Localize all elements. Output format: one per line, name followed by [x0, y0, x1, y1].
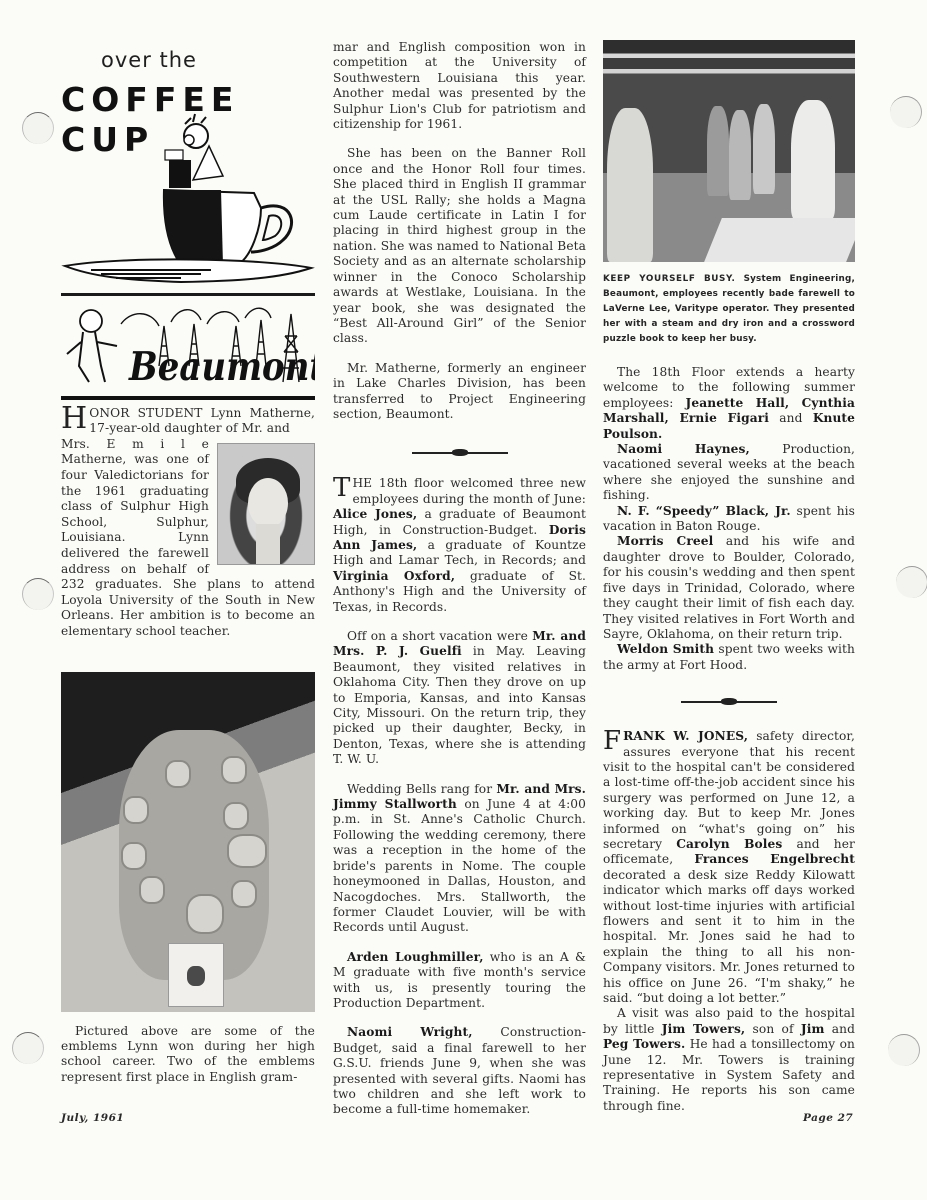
dropcap-f: F [603, 726, 622, 757]
name-carolyn-boles: Carolyn Boles [676, 836, 783, 851]
name-arden-loughmiller: Arden Loughmiller, [347, 949, 484, 964]
coffee-cup-illustration-icon [61, 98, 315, 283]
name-frank-jones: RANK W. JONES, [623, 729, 749, 744]
name-jim: Jim [800, 1021, 825, 1036]
black-paragraph: N. F. “Speedy” Black, Jr. spent his vacation in Baton Rouge. [603, 503, 855, 534]
new-employees-paragraph: THE 18th floor welcomed three new employees during the month of June: Alice Jones, a graduate of Beaumont High, in Construction-Budget. Doris Ann James, a graduate of Kountze High and Lamar Tech, in Records; and Virginia Oxford, graduate of St. Anthony's High and the University of Texas, in Records. [333, 473, 587, 614]
beaumont-section-banner [61, 296, 315, 396]
honor-student-article [61, 401, 315, 640]
summer-employees-paragraph: The 18th Floor extends a hearty welcome to the following summer employees: Jeanette Hall, Cynthia Marshall, Ernie Figari and Knute Poulson. [603, 365, 856, 441]
dropcap-h: H [61, 401, 88, 436]
emblem-caption: Pictured above are some of the emblems Lynn won during her high school career. Two of the emblems represent first place in English gram- [61, 1023, 315, 1084]
father-transfer-paragraph: Mr. Matherne, formerly an engineer in Lake Charles Division, has been transferred to Project Engineering section, Beaumont. [333, 360, 586, 421]
name-weldon-smith: Weldon Smith [617, 642, 715, 657]
stallworth-wedding-paragraph: Wedding Bells rang for Mr. and Mrs. Jimmy Stallworth on June 4 at 4:00 p.m. in St. Anne's Catholic Church. Following the wedding ceremony, there was a reception in the home of the bride's parents in Nome. The couple honeymooned in Dallas, Houston, and Nacogdoches. Mrs. Stallworth, the former Claudet Louvier, will be with Records until August. [333, 781, 586, 935]
column-3 [603, 40, 855, 1114]
name-peg-towers: Peg Towers. [603, 1037, 686, 1052]
name-frances-engelbrecht: Frances Engelbrecht [694, 852, 855, 867]
names-summer-employees: Jeanette Hall, Cynthia Marshall, Ernie Figari [603, 395, 855, 426]
name-speedy-black: N. F. “Speedy” Black, Jr. [617, 503, 791, 518]
beaumont-banner-text: Beaumont [129, 343, 315, 390]
name-naomi-haynes: Naomi Haynes, [617, 442, 750, 457]
office-farewell-photo [603, 40, 855, 262]
binder-hole-right-bottom [888, 1034, 920, 1066]
smith-paragraph: Weldon Smith spent two weeks with the army at Fort Hood. [603, 642, 855, 672]
lynn-matherne-portrait [217, 443, 315, 565]
name-virginia-oxford: Virginia Oxford, [333, 568, 456, 583]
name-alice-jones: Alice Jones, [333, 507, 418, 522]
name-naomi-wright: Naomi Wright, [347, 1025, 473, 1040]
masthead-cup: CUP [61, 120, 155, 159]
banner-roll-paragraph: She has been on the Banner Roll once and the Honor Roll four times. She placed third in English II grammar at the USL Rally; she holds a Magna cum Laude certificate in Latin I for placing in third highest group in the nation. She was named to National Beta Society and as an alternate scholarship winner in the Conoco Scholarship awards at Westlake, Louisiana. In the year book, she was designated the “Best All-Around Girl” of the Senior class. [333, 146, 586, 346]
naomi-wright-paragraph: Naomi Wright, Construction-Budget, said a final farewell to her G.S.U. friends June 9, when she was presented with several gifts. Naomi has two children and she left work to become a full-time homemaker. [333, 1025, 586, 1117]
honor-student-lead: ONOR STUDENT Lynn Matherne, 17-year-old daughter of Mr. and [89, 406, 315, 436]
binder-hole-right-middle [896, 566, 927, 598]
towers-paragraph: A visit was also paid to the hospital by little Jim Towers, son of Jim and Peg Towers. He had a tonsillectomy on June 12. Mr. Towers is training representative in System Safety and Training. He reports his son came through fine. [603, 1006, 855, 1113]
section-divider-ornament [412, 448, 508, 458]
dropcap-t: T [333, 473, 351, 504]
binder-hole-left-bottom [12, 1032, 44, 1064]
page-number: Page 27 [803, 1112, 854, 1124]
name-morris-creel: Morris Creel [617, 534, 714, 549]
name-jim-towers: Jim Towers, [661, 1021, 746, 1036]
office-photo-caption: KEEP YOURSELF BUSY. System Engineering, Beaumont, employees recently bade farewell to LaVerne Lee, Varitype operator. They presented her with a steam and dry iron and a crossword puzzle book to keep her busy. [603, 274, 855, 344]
honor-student-body: Mrs. E m i l e Matherne, was one of four Valedictorians for the 1961 graduating class of Sulphur High School, Sulphur, Louisiana. Lynn delivered the farewell address on behalf of 232 graduates. She plans to attend Loyola University of the South in New Orleans. Her ambition is to become an elementary school teacher. [61, 436, 315, 638]
creel-paragraph: Morris Creel and his wife and daughter drove to Boulder, Colorado, for his cousin's wedding and then spent five days in Trinidad, Colorado, where they caught their limit of fish each day. They visited relatives in Fort Worth and Sayre, Oklahoma, on their return trip. [603, 534, 855, 641]
oil-derrick-mascot-icon [61, 296, 315, 392]
loughmiller-paragraph: Arden Loughmiller, who is an A & M graduate with five month's service with us, is presently touring the Production Department. [333, 949, 586, 1010]
masthead-over-the: over the [101, 48, 197, 72]
coffee-cup-masthead [61, 40, 315, 285]
masthead-coffee: COFFEE [61, 80, 240, 119]
name-knute-poulson: Knute Poulson. [603, 411, 856, 441]
binder-hole-right-top [890, 96, 922, 128]
emblem-photo [61, 672, 315, 1012]
typist-mascot-icon [165, 114, 223, 188]
section-divider-ornament-2 [681, 697, 777, 707]
emblem-card [168, 943, 224, 1007]
name-guelfi: Mr. and Mrs. P. J. Guelfi [333, 629, 586, 659]
frank-jones-paragraph: FRANK W. JONES, safety director, assures everyone that his recent visit to the hospital can't be considered a lost-time off-the-job accident since his surgery was performed on June 12, a working day. But to keep Mr. Jones informed on “what's going on” his secretary Carolyn Boles and her officemate, Frances Engelbrecht decorated a desk size Reddy Kilowatt indicator which marks off days worked without lost-time injuries with artificial flowers and sent it to him in the hospital. Mr. Jones said he had to explain the thing to all his non-Company visitors. Mr. Jones returned to his office on June 26. “I'm shaky,” he said. “but doing a lot better.” [603, 726, 855, 1006]
haynes-paragraph: Naomi Haynes, Production, vacationed several weeks at the beach where she enjoyed the sunshine and fishing. [603, 442, 855, 503]
honor-student-continued: mar and English composition won in competition at the University of Southwestern Louisiana this year. Another medal was presented by the Sulphur Lion's Club for patriotism and citizenship for 1961. [333, 40, 586, 132]
caption-headline: KEEP YOURSELF BUSY. [603, 274, 736, 284]
column-1 [61, 40, 315, 1085]
banner-underline [61, 396, 315, 400]
name-stallworth: Mr. and Mrs. Jimmy Stallworth [333, 781, 586, 812]
guelfi-vacation-paragraph: Off on a short vacation were Mr. and Mrs. P. J. Guelfi in May. Leaving Beaumont, they visited relatives in Oklahoma City. Then they drove on up to Emporia, Kansas, and into Kansas City, Missouri. On the return trip, they picked up their daughter, Becky, in Denton, Texas, where she is attending T. W. U. [333, 629, 586, 767]
column-2 [333, 40, 586, 1118]
name-doris-ann-james: Doris Ann James, [333, 522, 586, 552]
binder-hole-left-middle [22, 578, 54, 610]
issue-date: July, 1961 [61, 1112, 125, 1124]
binder-hole-left-top [22, 112, 54, 144]
